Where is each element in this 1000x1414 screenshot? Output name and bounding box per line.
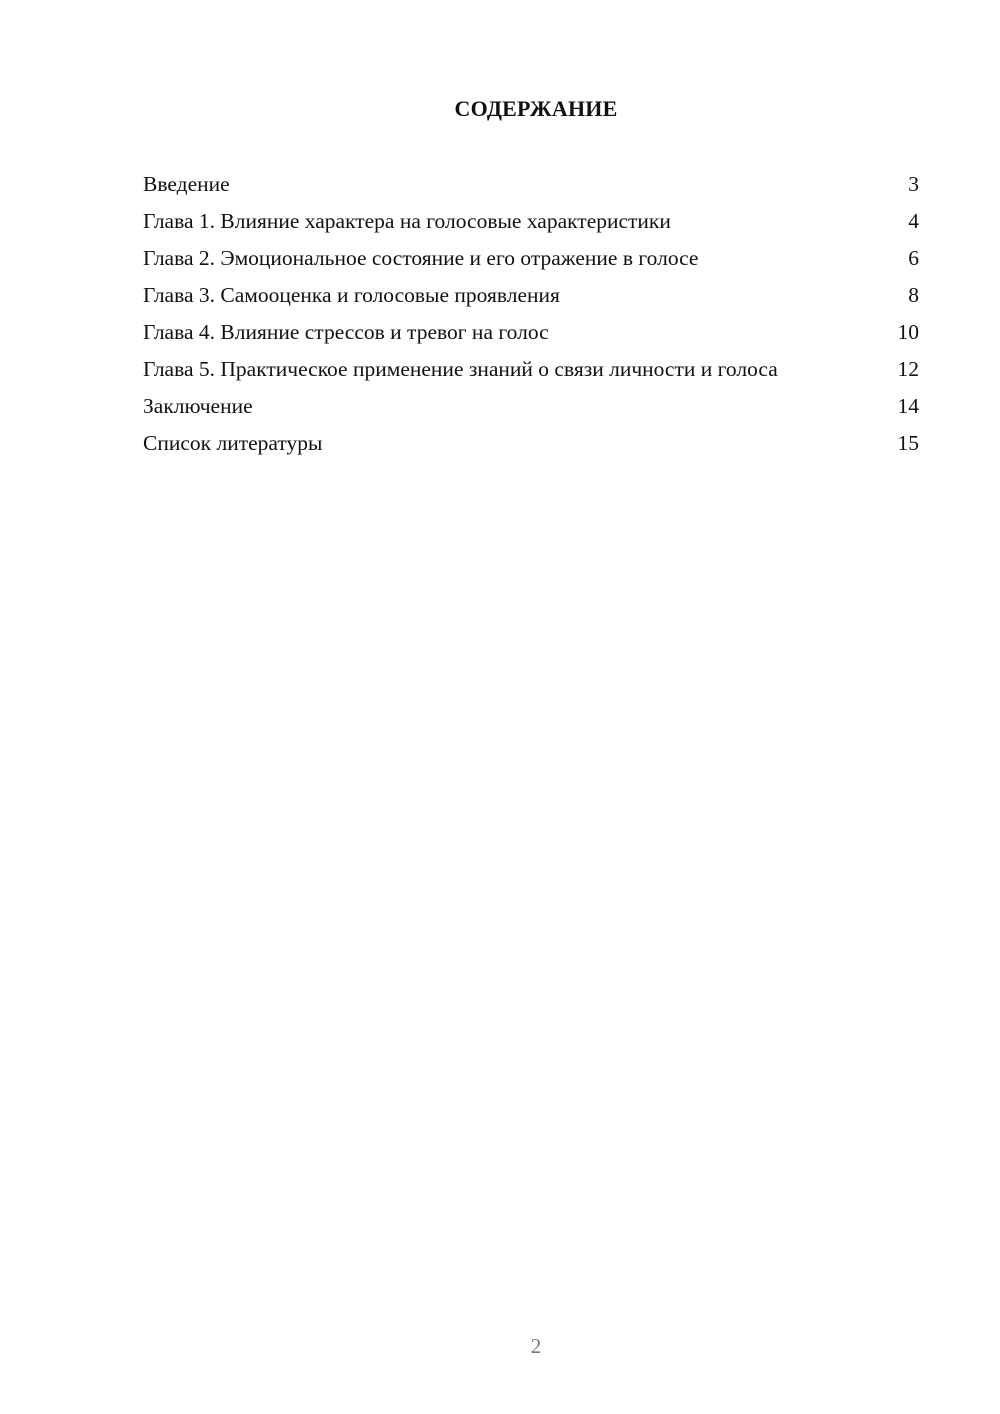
toc-entry-chapter-1[interactable] [143, 207, 919, 235]
toc-entry-text: Глава 3. Самооценка и голосовые проявления [143, 283, 560, 307]
toc-entry-chapter-4[interactable] [143, 318, 919, 346]
page-title: СОДЕРЖАНИЕ [454, 96, 618, 121]
toc-entry-page: 4 [908, 209, 919, 233]
toc-entry-page: 10 [897, 320, 919, 344]
table-of-contents [143, 170, 919, 466]
toc-entry-text: Заключение [143, 394, 253, 418]
toc-entry-text: Глава 4. Влияние стрессов и тревог на голос [143, 320, 549, 344]
toc-entry-text: Список литературы [143, 431, 323, 455]
page-number: 2 [530, 1334, 542, 1358]
toc-entry-text: Глава 1. Влияние характера на голосовые характеристики [143, 209, 671, 233]
toc-entry-chapter-5[interactable] [143, 355, 919, 383]
toc-entry-page: 15 [897, 431, 919, 455]
toc-entry-bibliography[interactable] [143, 429, 919, 457]
toc-entry-page: 3 [908, 172, 919, 196]
toc-entry-chapter-3[interactable] [143, 281, 919, 309]
toc-entry-text: Глава 2. Эмоциональное состояние и его отражение в голосе [143, 246, 699, 270]
toc-entry-page: 14 [897, 394, 919, 418]
toc-entry-conclusion[interactable] [143, 392, 919, 420]
toc-entry-text: Введение [143, 172, 230, 196]
toc-entry-text: Глава 5. Практическое применение знаний о связи личности и голоса [143, 357, 778, 381]
toc-entry-chapter-2[interactable] [143, 244, 919, 272]
toc-entry-page: 12 [897, 357, 919, 381]
toc-entry-page: 8 [908, 283, 919, 307]
toc-entry-page: 6 [908, 246, 919, 270]
toc-entry-introduction[interactable] [143, 170, 919, 198]
